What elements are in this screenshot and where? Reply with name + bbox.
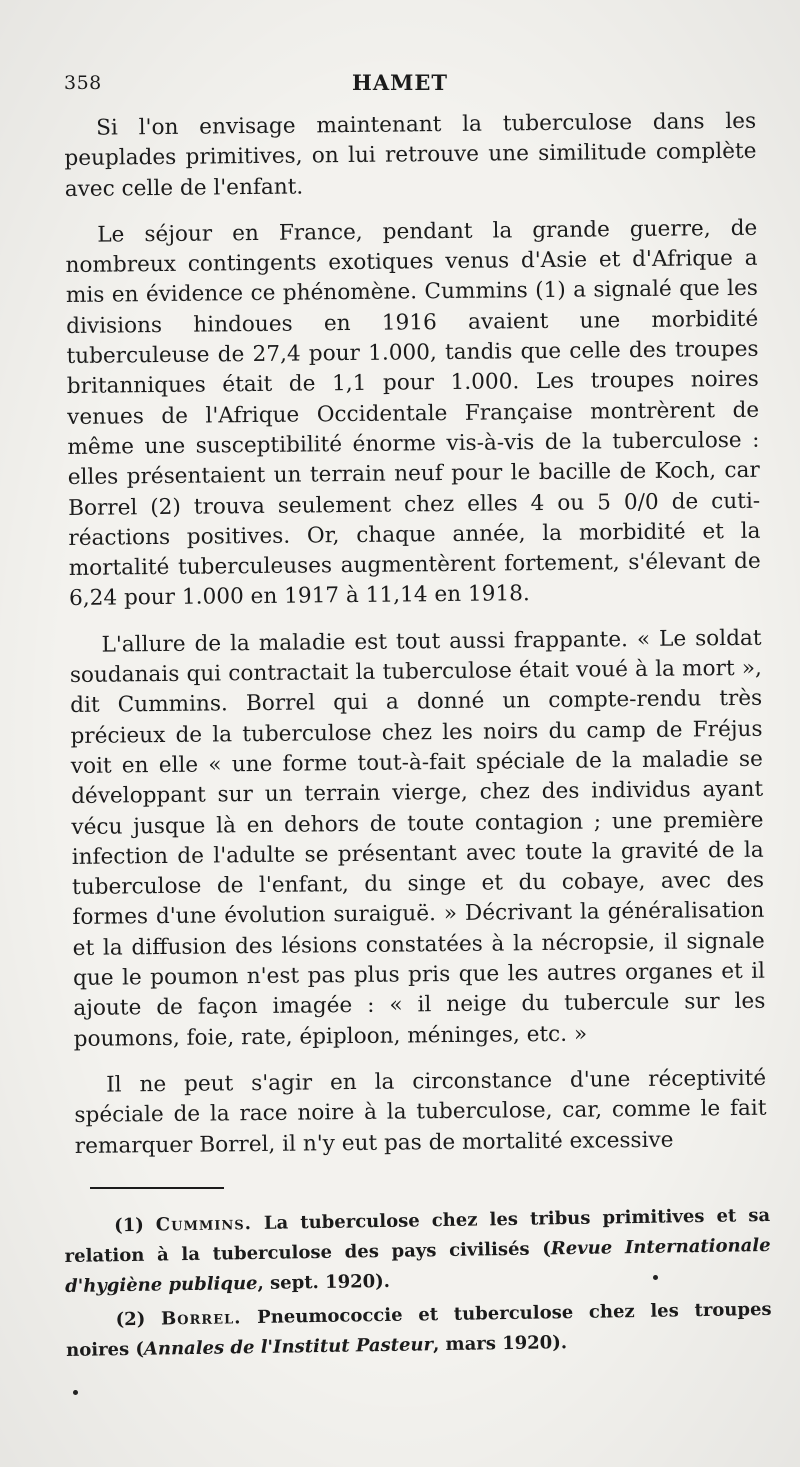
footnotes — [64, 1201, 772, 1370]
ink-speck — [73, 1390, 78, 1395]
body-text — [64, 107, 767, 1178]
footnote-text: La tuberculose chez les tribus primitives et sa relation à la tuberculose des pays civilisés ( — [64, 1204, 771, 1267]
footnote-source: Annales de l'Institut Pasteur — [143, 1334, 434, 1360]
footnote-text-end: , mars 1920). — [432, 1332, 568, 1356]
footnote-author: Borrel. — [160, 1307, 242, 1330]
page-header — [64, 66, 736, 100]
footnote-rule — [90, 1187, 224, 1189]
paragraph-1: Si l'on envisage maintenant la tuberculose dans les peuplades primitives, on lui retrouve une similitude complète avec celle de l'enfant. — [64, 108, 757, 202]
footnote-text-end: , sept. 1920). — [257, 1270, 391, 1294]
footnote-text: Pneumococcie et tuberculose chez les troupes noires ( — [66, 1298, 772, 1361]
ink-speck — [653, 1275, 658, 1280]
running-head: HAMET — [351, 70, 448, 95]
footnote-source: Revue Internationale d'hygiène publique — [65, 1234, 771, 1297]
paragraph-4: Il ne peut s'agir en la circonstance d'une réceptivité spéciale de la race noire à la tuberculose, car, comme le fait remarquer Borrel, il n'y eut pas de mortalité excessive — [74, 1065, 767, 1159]
footnote-2 — [65, 1295, 772, 1366]
footnote-author: Cummins. — [155, 1213, 253, 1236]
footnote-marker: (2) — [115, 1308, 146, 1331]
paragraph-3: L'allure de la maladie est tout aussi frappante. « Le soldat soudanais qui contractait la tuberculose était voué à la mort », dit Cummins. Borrel qui a donné un compte-rendu très précieux de la tuberculose chez les noirs du camp de Fréjus voit en elle « une forme tout-à-fait spéciale de la maladie se développant sur un terrain vierge, chez des individus ayant vécu jusque là en dehors de toute contagion ; une première infection de l'adulte se présentant avec toute la gravité de la tuberculose de l'enfant, du singe et du cobaye, avec des formes d'une évolution suraiguë. » Décrivant la généralisation et la diffusion des lésions constatées à la nécropsie, il signale que le poumon n'est pas plus pris que les autres organes et il ajoute de façon imagée : « il neige du tubercule sur les poumons, foie, rate, épiploon, méninges, etc. » — [69, 625, 766, 1052]
footnote-marker: (1) — [114, 1214, 144, 1237]
page-number: 358 — [64, 72, 102, 94]
footnote-1 — [64, 1201, 771, 1302]
paragraph-2: Le séjour en France, pendant la grande guerre, de nombreux contingents exotiques venus d'Asie et d'Afrique a mis en évidence ce phénomène. Cummins (1) a signalé que les divisions hindoues en 1916 avaient une morbidité tuberculeuse de 27,4 pour 1.000, tandis que celle des troupes britanniques était de 1,1 pour 1.000. Les troupes noires venues de l'Afrique Occidentale Française montrèrent de même une susceptibilité énorme vis-à-vis de la tuberculose : elles présentaient un terrain neuf pour le bacille de Koch, car Borrel (2) trouva seulement chez elles 4 ou 5 0/0 de cuti-réactions positives. Or, chaque année, la morbidité et la mortalité tuberculeuses augmentèrent fortement, s'élevant de 6,24 pour 1.000 en 1917 à 11,14 en 1918. — [65, 215, 761, 612]
